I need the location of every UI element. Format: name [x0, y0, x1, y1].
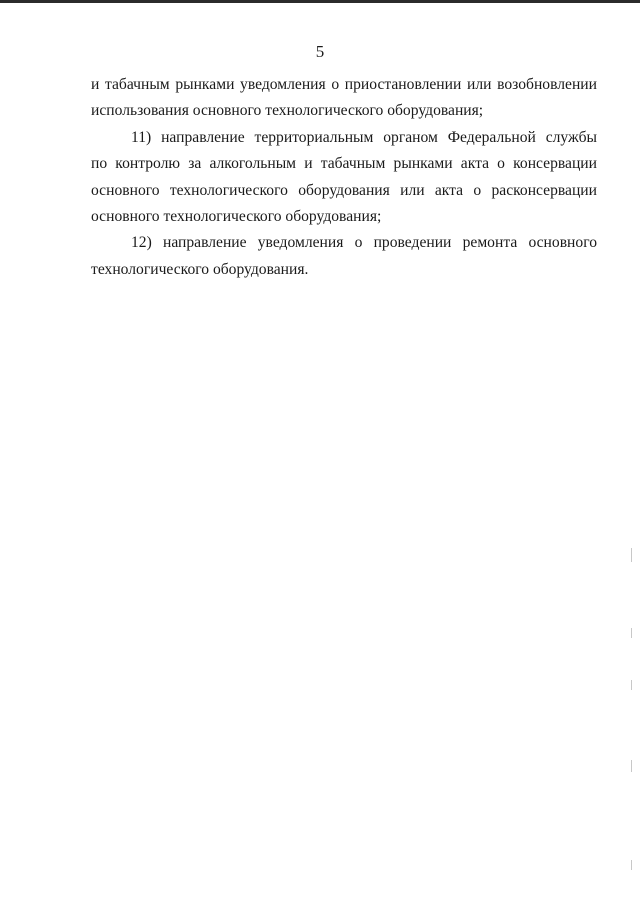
scan-margin-mark	[631, 680, 632, 690]
page-number: 5	[315, 42, 325, 61]
text-line: и табачным рынками уведомления о приостановлении или возобновлении	[91, 76, 597, 93]
text-line: технологического оборудования.	[91, 260, 309, 278]
scan-margin-mark	[631, 628, 632, 638]
scan-margin-mark	[631, 860, 632, 870]
text-line: использования основного технологического оборудования;	[91, 102, 484, 120]
text-line: основного технологического оборудования или акта о расконсервации	[91, 181, 597, 199]
scan-margin-mark	[631, 548, 632, 562]
paragraph-continuation	[91, 72, 597, 125]
scan-margin-mark	[631, 760, 632, 772]
paragraph-item-12	[91, 230, 597, 283]
document-body	[91, 72, 597, 283]
paragraph-item-11	[91, 125, 597, 231]
text-line: основного технологического оборудования;	[91, 208, 382, 226]
scan-top-edge	[0, 0, 640, 3]
text-line: 12) направление уведомления о проведении ремонта основного	[131, 234, 597, 252]
text-line: 11) направление территориальным органом Федеральной службы	[131, 128, 597, 146]
text-line: по контролю за алкогольным и табачным рынками акта о консервации	[91, 155, 597, 173]
